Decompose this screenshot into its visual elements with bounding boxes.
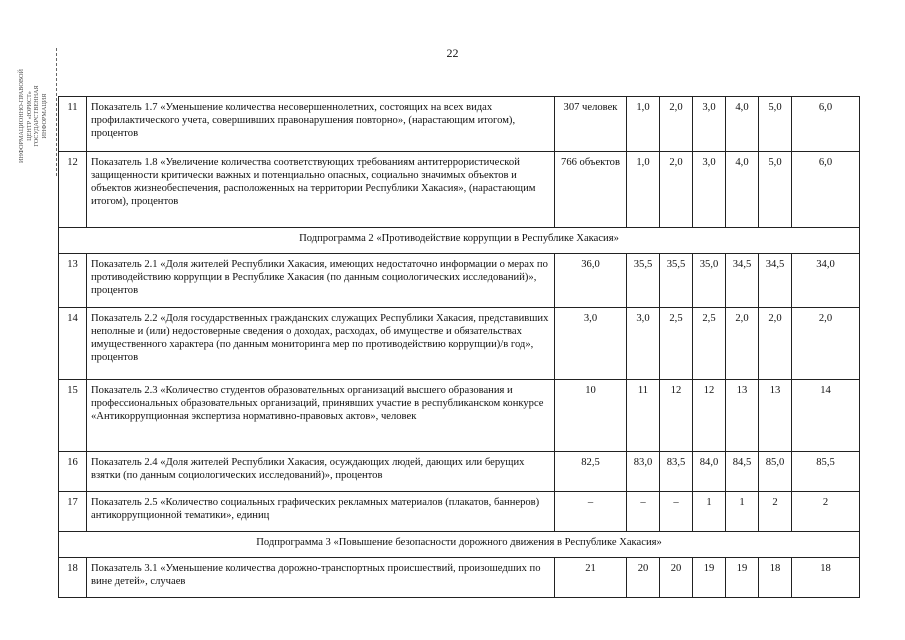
target-value: 2,5 (660, 308, 693, 380)
target-value: 1,0 (627, 152, 660, 228)
base-value: – (555, 492, 627, 532)
stamp-line: ИНФОРМАЦИЯ (40, 93, 48, 139)
target-value: 4,0 (726, 152, 759, 228)
indicator-description: Показатель 2.3 «Количество студентов образовательных организаций высшего образования и профессиональных образовательных организаций, принявших участие в республиканском конкурсе «Антикоррупционная экспертиза нормативно-правовых актов», человек (87, 380, 555, 452)
target-value: 5,0 (759, 152, 792, 228)
indicator-description: Показатель 1.8 «Увеличение количества соответствующих требованиям антитеррористической защищенности критически важных и потенциально опасных, социально значимых объектов и объектов жизнеобеспечения, расположенных на территории Республики Хакасия», (нарастающим итогом), процентов (87, 152, 555, 228)
page-number: 22 (446, 46, 459, 60)
row-number: 17 (59, 492, 87, 532)
indicator-description: Показатель 2.4 «Доля жителей Республики Хакасия, осуждающих людей, дающих или берущих взятки (по данным социологических исследований)», процентов (87, 452, 555, 492)
target-value: 2,5 (693, 308, 726, 380)
target-value: 12 (693, 380, 726, 452)
target-value: 6,0 (792, 152, 860, 228)
target-value: 2,0 (792, 308, 860, 380)
indicator-row (59, 97, 860, 152)
target-value: 84,0 (693, 452, 726, 492)
target-value: 4,0 (726, 97, 759, 152)
target-value: 6,0 (792, 97, 860, 152)
target-value: 13 (759, 380, 792, 452)
target-value: 14 (792, 380, 860, 452)
row-number: 11 (59, 97, 87, 152)
base-value: 3,0 (555, 308, 627, 380)
target-value: 1 (726, 492, 759, 532)
stamp-line: ИНФОРМАЦИОННО-ПРАВОВОЙ (18, 69, 25, 163)
target-value: 18 (792, 558, 860, 598)
target-value: 2,0 (660, 97, 693, 152)
row-number: 14 (59, 308, 87, 380)
indicator-description: Показатель 2.5 «Количество социальных графических рекламных материалов (плакатов, баннеров) антикоррупционной тематики», единиц (87, 492, 555, 532)
target-value: 3,0 (693, 97, 726, 152)
target-value: 2,0 (660, 152, 693, 228)
target-value: 2 (792, 492, 860, 532)
target-value: 20 (660, 558, 693, 598)
row-number: 18 (59, 558, 87, 598)
target-value: 34,5 (726, 254, 759, 308)
target-value: 12 (660, 380, 693, 452)
target-value: – (627, 492, 660, 532)
stamp-line: ГОСУДАРСТВЕННАЯ (33, 85, 40, 147)
target-value: 34,5 (759, 254, 792, 308)
subprogram-row (59, 228, 860, 254)
registration-stamp (18, 52, 58, 180)
indicator-row (59, 380, 860, 452)
indicator-description: Показатель 2.1 «Доля жителей Республики Хакасия, имеющих недостаточно информации о мерах по противодействию коррупции в Республике Хакасия (по данным социологических исследований)», процентов (87, 254, 555, 308)
target-value: 85,0 (759, 452, 792, 492)
base-value: 82,5 (555, 452, 627, 492)
target-value: 85,5 (792, 452, 860, 492)
target-value: 83,0 (627, 452, 660, 492)
stamp-line: ЦЕНТР «ЮРИСТ» (25, 91, 33, 141)
indicator-row (59, 254, 860, 308)
target-value: 84,5 (726, 452, 759, 492)
target-value: 2,0 (726, 308, 759, 380)
target-value: 35,5 (627, 254, 660, 308)
target-value: 13 (726, 380, 759, 452)
base-value: 36,0 (555, 254, 627, 308)
base-value: 307 человек (555, 97, 627, 152)
indicator-row (59, 492, 860, 532)
target-value: 1 (693, 492, 726, 532)
row-number: 12 (59, 152, 87, 228)
target-value: 19 (726, 558, 759, 598)
indicator-description: Показатель 1.7 «Уменьшение количества несовершеннолетних, состоящих на всех видах профилактического учета, совершивших правонарушения повторно», (нарастающим итогом), процентов (87, 97, 555, 152)
target-value: 5,0 (759, 97, 792, 152)
target-value: – (660, 492, 693, 532)
indicators-table (58, 96, 860, 598)
target-value: 83,5 (660, 452, 693, 492)
row-number: 16 (59, 452, 87, 492)
target-value: 35,5 (660, 254, 693, 308)
indicator-row (59, 308, 860, 380)
target-value: 19 (693, 558, 726, 598)
subprogram-title: Подпрограмма 2 «Противодействие коррупции в Республике Хакасия» (59, 228, 860, 254)
subprogram-row (59, 532, 860, 558)
target-value: 3,0 (627, 308, 660, 380)
target-value: 18 (759, 558, 792, 598)
target-value: 35,0 (693, 254, 726, 308)
indicator-description: Показатель 3.1 «Уменьшение количества дорожно-транспортных происшествий, произошедших по вине детей», случаев (87, 558, 555, 598)
indicator-row (59, 558, 860, 598)
base-value: 10 (555, 380, 627, 452)
indicator-description: Показатель 2.2 «Доля государственных гражданских служащих Республики Хакасия, представивших неполные и (или) недостоверные сведения о доходах, расходах, об имуществе и обязательствах имущественного характера (по данным мониторинга мер по противодействию коррупции)/в год», процентов (87, 308, 555, 380)
subprogram-title: Подпрограмма 3 «Повышение безопасности дорожного движения в Республике Хакасия» (59, 532, 860, 558)
indicator-row (59, 452, 860, 492)
target-value: 2 (759, 492, 792, 532)
target-value: 1,0 (627, 97, 660, 152)
base-value: 21 (555, 558, 627, 598)
target-value: 11 (627, 380, 660, 452)
row-number: 15 (59, 380, 87, 452)
indicator-row (59, 152, 860, 228)
base-value: 766 объектов (555, 152, 627, 228)
target-value: 34,0 (792, 254, 860, 308)
row-number: 13 (59, 254, 87, 308)
target-value: 3,0 (693, 152, 726, 228)
target-value: 2,0 (759, 308, 792, 380)
target-value: 20 (627, 558, 660, 598)
